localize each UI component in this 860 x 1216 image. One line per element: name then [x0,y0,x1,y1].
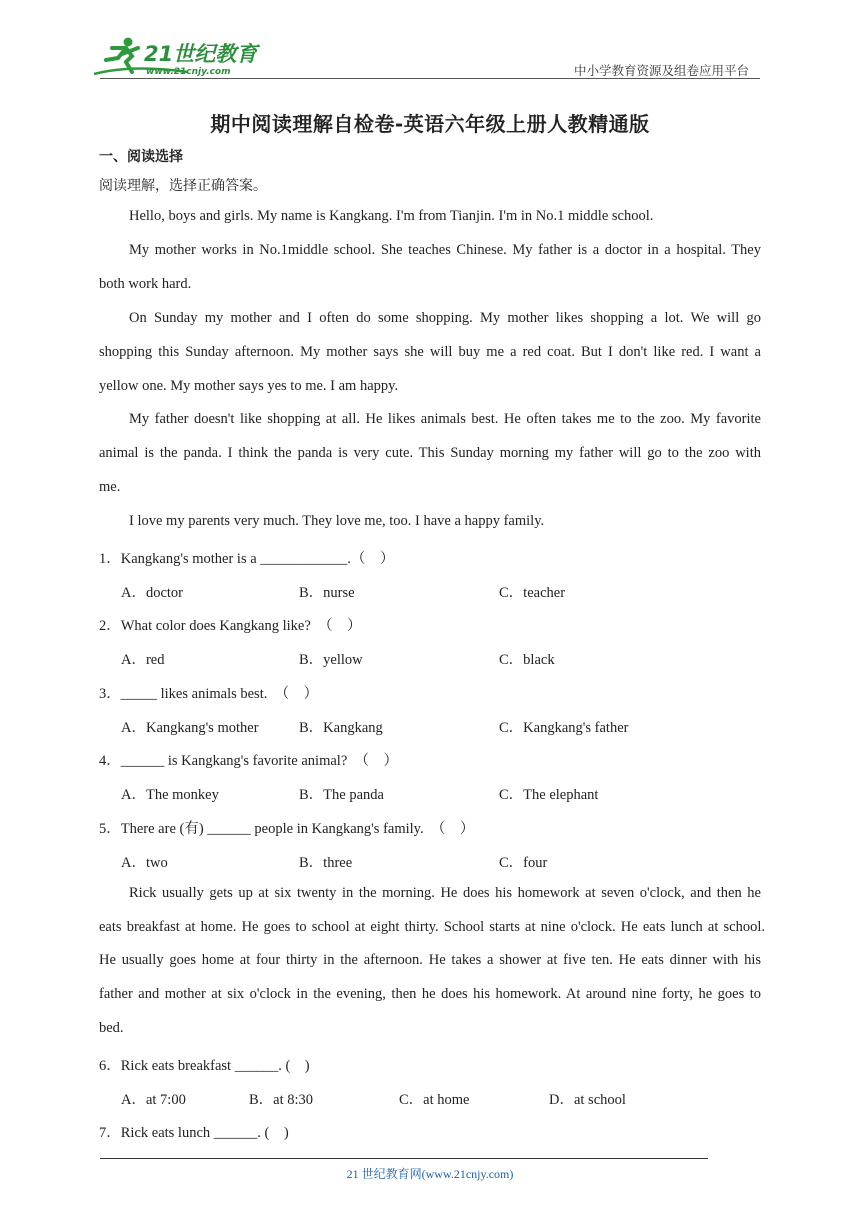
passage-line: father and mother at six o'clock in the evening, then he does his homework. At around nine forty, he goes to [99,986,761,1002]
footer-link[interactable]: 21 世纪教育网(www.21cnjy.com) [346,1167,514,1181]
logo-text: 21世纪教育 [144,42,258,66]
passage-line: He usually goes home at four thirty in the afternoon. He takes a shower at five ten. He eats dinner with his [99,952,761,968]
passage-line: My father doesn't like shopping at all. He likes animals best. He often takes me to the zoo. My favorite [129,411,761,427]
option-4c: C．The elephant [499,787,599,803]
option-3a: A．Kangkang's mother [121,720,259,736]
question-7: 7．Rick eats lunch ______. ( ) [99,1125,289,1141]
option-4b: B．The panda [299,787,384,803]
platform-label: 中小学教育资源及组卷应用平台 [574,63,750,78]
option-6c: C．at home [399,1092,470,1108]
site-logo [92,34,262,78]
header-divider [100,78,760,79]
logo-url: www.21cnjy.com [146,67,231,77]
passage-line: both work hard. [99,276,192,292]
passage-line: My mother works in No.1middle school. She teaches Chinese. My father is a doctor in a hospital. They [129,242,761,258]
question-6: 6．Rick eats breakfast ______. ( ) [99,1058,310,1074]
question-4: 4．______ is Kangkang's favorite animal? （ ） [99,753,398,769]
passage-line: Hello, boys and girls. My name is Kangkang. I'm from Tianjin. I'm in No.1 middle school. [129,208,654,224]
question-1: 1．Kangkang's mother is a ____________.（ ） [99,551,395,567]
passage-line: I love my parents very much. They love me, too. I have a happy family. [129,513,545,529]
option-2c: C．black [499,652,555,668]
question-3: 3．_____ likes animals best. （ ） [99,686,319,702]
option-3c: C．Kangkang's father [499,720,629,736]
passage-line: On Sunday my mother and I often do some shopping. My mother likes shopping a lot. We will go [129,310,761,326]
passage-line: shopping this Sunday afternoon. My mother says she will buy me a red coat. But I don't like red. I want a [99,344,761,360]
passage-line: yellow one. My mother says yes to me. I am happy. [99,378,399,394]
passage-line: animal is the panda. I think the panda is very cute. This Sunday morning my father will go to the zoo with [99,445,761,461]
question-2: 2．What color does Kangkang like? （ ） [99,618,362,634]
instruction-text: 阅读理解，选择正确答案。 [99,178,267,194]
option-1c: C．teacher [499,585,566,601]
passage-line: bed. [99,1020,124,1036]
option-6b: B．at 8:30 [249,1092,314,1108]
option-4a: A．The monkey [121,787,219,803]
option-6d: D．at school [549,1092,626,1108]
option-3b: B．Kangkang [299,720,383,736]
option-1b: B．nurse [299,585,355,601]
passage-line: Rick usually gets up at six twenty in the morning. He does his homework at seven o'clock, and then he [129,885,761,901]
option-2b: B．yellow [299,652,363,668]
option-5c: C．four [499,855,548,871]
option-6a: A．at 7:00 [121,1092,186,1108]
page-title: 期中阅读理解自检卷-英语六年级上册人教精通版 [210,112,650,136]
option-2a: A．red [121,652,165,668]
section-heading: 一、阅读选择 [99,149,183,165]
passage-line: me. [99,479,121,495]
option-1a: A．doctor [121,585,184,601]
option-5b: B．three [299,855,353,871]
question-5: 5．There are (有) ______ people in Kangkang's family. （ ） [99,821,475,837]
option-5a: A．two [121,855,168,871]
footer-divider [100,1158,708,1159]
passage-line: eats breakfast at home. He goes to school at eight thirty. School starts at nine o'clock. He eats lunch at school. [99,919,765,935]
